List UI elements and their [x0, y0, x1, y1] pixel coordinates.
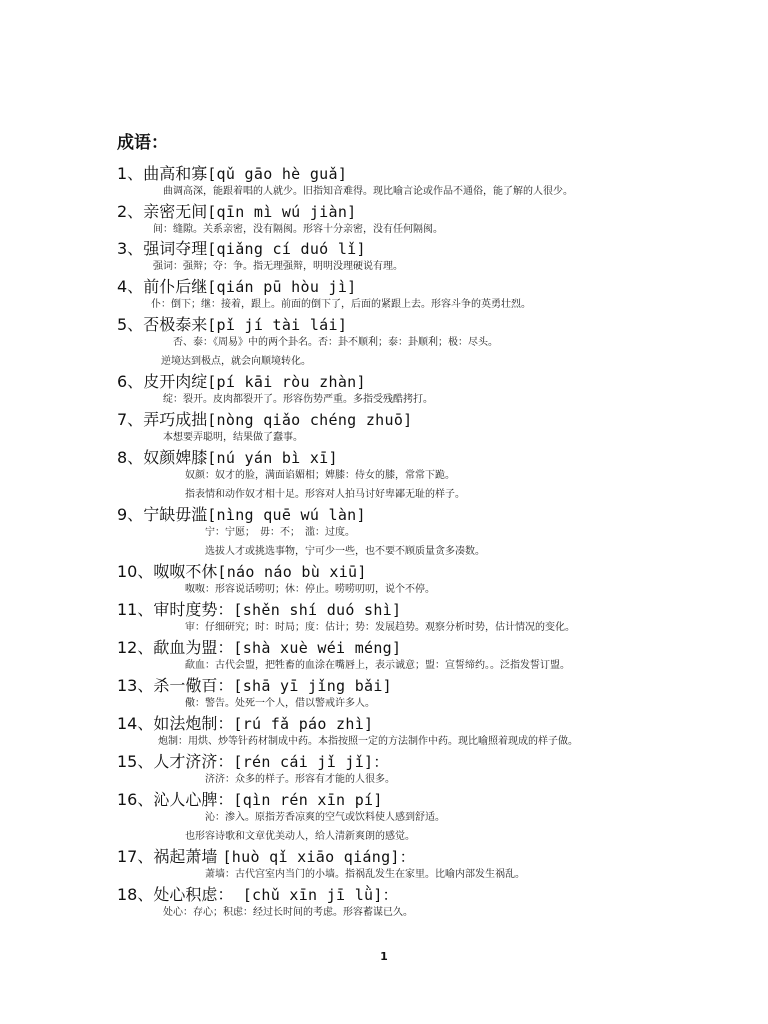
idiom-definition: 儆：警告。处死一个人，借以警戒许多人。: [185, 698, 375, 709]
idiom-number: 8、: [117, 448, 144, 467]
idiom-pinyin: [nú yán bì xī]: [207, 449, 338, 467]
idiom-number: 9、: [117, 505, 144, 524]
idiom-pinyin: [qián pū hòu jì]: [207, 278, 357, 296]
idiom-pinyin: [shā yī jǐng bǎi]: [233, 677, 393, 695]
idiom-word: 奴颜婢膝: [143, 448, 208, 467]
idiom-definition: 选拔人才或挑选事物，宁可少一些，也不要不顾质量贪多凑数。: [205, 546, 485, 557]
idiom-heading: [117, 600, 401, 620]
idiom-word: 弄巧成拙: [143, 410, 208, 429]
idiom-word: 处心积虑：: [153, 885, 234, 904]
idiom-definition: 否、泰：《周易》中的两个卦名。否：卦不顺利；泰：卦顺利；极：尽头。: [173, 337, 498, 348]
idiom-pinyin: [huò qǐ xiāo qiáng]：: [222, 848, 416, 866]
idiom-pinyin: [qǔ gāo hè guǎ]: [207, 165, 348, 183]
idiom-definition: 曲调高深，能跟着唱的人就少。旧指知音难得。现比喻言论或作品不通俗，能了解的人很少。: [163, 186, 573, 197]
idiom-number: 7、: [117, 410, 144, 429]
idiom-definition: 也形容诗歌和文章优美动人，给人清新爽朗的感觉。: [185, 831, 415, 842]
idiom-pinyin: [chǔ xīn jī lǜ]：: [233, 886, 398, 904]
idiom-word: 沁人心脾：: [153, 790, 234, 809]
idiom-word: 曲高和寡: [143, 164, 208, 183]
idiom-definition: 仆：倒下；继：接着，跟上。前面的倒下了，后面的紧跟上去。形容斗争的英勇壮烈。: [151, 299, 531, 310]
idiom-pinyin: [rú fǎ páo zhì]: [233, 715, 374, 733]
idiom-pinyin: [náo náo bù xiū]: [217, 563, 367, 581]
idiom-number: 4、: [117, 277, 144, 296]
idiom-word: 如法炮制：: [153, 714, 234, 733]
idiom-word: 祸起萧墙: [153, 847, 223, 866]
idiom-word: 否极泰来: [143, 315, 208, 334]
idiom-heading: [117, 714, 373, 734]
idiom-number: 11、: [117, 600, 154, 619]
idiom-word: 审时度势：: [153, 600, 234, 619]
idiom-definition: 呶呶：形容说话唠叨；休：停止。唠唠叨叨，说个不停。: [185, 584, 435, 595]
idiom-pinyin: [pǐ jí tài lái]: [207, 316, 348, 334]
idiom-word: 杀一儆百：: [153, 676, 234, 695]
idiom-word: 宁缺毋滥: [143, 505, 208, 524]
idiom-number: 12、: [117, 638, 154, 657]
idiom-definition: 本想要弄聪明，结果做了蠢事。: [163, 432, 303, 443]
idiom-definition: 歃血：古代会盟，把牲畜的血涂在嘴唇上，表示诚意；盟：宣誓缔约。。泛指发誓订盟。: [185, 660, 570, 671]
idiom-heading: [117, 638, 401, 658]
idiom-pinyin: [shěn shí duó shì]: [233, 601, 402, 619]
idiom-number: 1、: [117, 164, 144, 183]
idiom-heading: [117, 562, 367, 582]
idiom-heading: [117, 164, 347, 184]
idiom-word: 人才济济：: [153, 752, 234, 771]
idiom-word: 前仆后继: [143, 277, 208, 296]
idiom-definition: 沁：渗入。原指芳香凉爽的空气或饮料使人感到舒适。: [205, 812, 445, 823]
idiom-definition: 处心：存心；积虑：经过长时间的考虑。形容蓄谋已久。: [163, 907, 413, 918]
idiom-heading: [117, 885, 398, 905]
idiom-word: 亲密无间: [143, 202, 208, 221]
idiom-number: 6、: [117, 372, 144, 391]
idiom-heading: [117, 277, 357, 297]
idiom-number: 15、: [117, 752, 154, 771]
idiom-word: 强词夺理: [143, 239, 208, 258]
idiom-number: 17、: [117, 847, 154, 866]
idiom-heading: [117, 847, 415, 867]
idiom-word: 皮开肉绽: [143, 372, 208, 391]
idiom-heading: [117, 239, 366, 259]
idiom-heading: [117, 315, 347, 335]
idiom-definition: 宁：宁愿； 毋：不； 滥：过度。: [205, 527, 355, 538]
idiom-definition: 审：仔细研究；时：时局；度：估计；势：发展趋势。观察分析时势，估计情况的变化。: [185, 622, 575, 633]
idiom-number: 16、: [117, 790, 154, 809]
idiom-word: 呶呶不休: [153, 562, 218, 581]
idiom-pinyin: [shà xuè wéi méng]: [233, 639, 402, 657]
idiom-heading: [117, 790, 383, 810]
idiom-heading: [117, 202, 357, 222]
idiom-number: 10、: [117, 562, 154, 581]
idiom-number: 2、: [117, 202, 144, 221]
idiom-pinyin: [nòng qiǎo chéng zhuō]: [207, 411, 413, 429]
idiom-pinyin: [qiǎng cí duó lǐ]: [207, 240, 366, 258]
idiom-definition: 绽：裂开。皮肉都裂开了。形容伤势严重。多指受残酷拷打。: [163, 394, 433, 405]
idiom-definition: 萧墙：古代宫室内当门的小墙。指祸乱发生在家里。比喻内部发生祸乱。: [205, 869, 525, 880]
page-number: 1: [380, 950, 388, 963]
idiom-heading: [117, 505, 366, 525]
idiom-pinyin: [pí kāi ròu zhàn]: [207, 373, 366, 391]
idiom-definition: 奴颜：奴才的脸，满面谄媚相；婢膝：侍女的膝，常常下跪。: [185, 470, 455, 481]
idiom-heading: [117, 372, 366, 392]
idiom-number: 14、: [117, 714, 154, 733]
idiom-pinyin: [nìng quē wú làn]: [207, 506, 366, 524]
idiom-pinyin: [qìn rén xīn pí]: [233, 791, 383, 809]
idiom-number: 5、: [117, 315, 144, 334]
idiom-definition: 间：缝隙。关系亲密，没有隔阂。形容十分亲密，没有任何隔阂。: [153, 224, 443, 235]
idiom-definition: 炮制：用烘、炒等针药材制成中药。本指按照一定的方法制作中药。现比喻照着现成的样子做。: [158, 736, 578, 747]
idiom-definition: 济济：众多的样子。形容有才能的人很多。: [205, 774, 395, 785]
idiom-word: 歃血为盟：: [153, 638, 234, 657]
idiom-heading: [117, 752, 389, 772]
idiom-heading: [117, 410, 412, 430]
idiom-definition: 逆境达到极点，就会向顺境转化。: [161, 356, 311, 367]
section-heading: 成语：: [117, 133, 168, 153]
idiom-heading: [117, 448, 338, 468]
idiom-pinyin: [rén cái jǐ jǐ]：: [233, 753, 389, 771]
idiom-definition: 指表情和动作奴才相十足。形容对人拍马讨好卑鄙无耻的样子。: [185, 489, 465, 500]
idiom-number: 13、: [117, 676, 154, 695]
idiom-number: 18、: [117, 885, 154, 904]
idiom-definition: 强词：强辩；夺：争。指无理强辩，明明没理硬说有理。: [153, 261, 403, 272]
idiom-number: 3、: [117, 239, 144, 258]
idiom-pinyin: [qīn mì wú jiàn]: [207, 203, 357, 221]
idiom-heading: [117, 676, 392, 696]
